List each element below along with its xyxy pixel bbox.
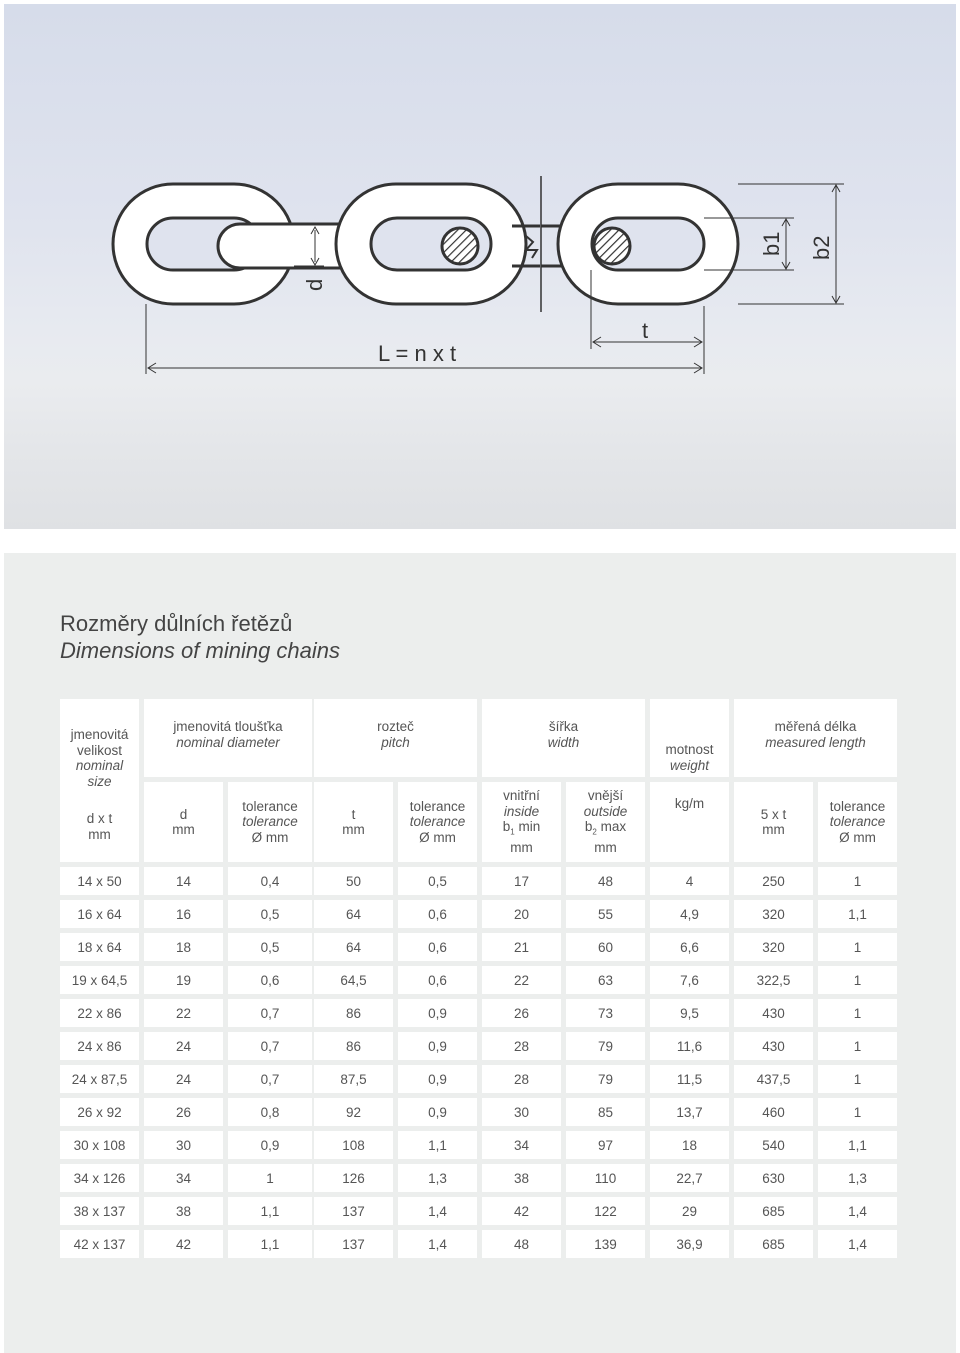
header-tolerance-en: tolerance xyxy=(829,814,886,830)
header-size-unit2: mm xyxy=(88,826,111,842)
header-inside-symbol: $b_1$ min xyxy=(502,819,541,837)
cell-inside: 30 xyxy=(482,1098,561,1126)
cell-weight: 22,7 xyxy=(650,1164,729,1192)
cell-weight: 7,6 xyxy=(650,966,729,994)
chain-diagram xyxy=(4,4,956,529)
cell-d-tolerance: 0,7 xyxy=(228,1065,312,1093)
header-weight-en: weight xyxy=(669,757,710,773)
cell-length: 685 xyxy=(734,1197,813,1225)
cell-weight: 13,7 xyxy=(650,1098,729,1126)
cell-t-tolerance: 0,5 xyxy=(398,867,477,895)
cell-t: 64,5 xyxy=(314,966,393,994)
header-outside-symbol: $b_2$ max xyxy=(584,819,627,837)
cell-length-tolerance: 1,3 xyxy=(818,1164,897,1192)
header-tolerance-unit: Ø mm xyxy=(839,829,876,845)
cell-t: 86 xyxy=(314,1032,393,1060)
header-t-unit: mm xyxy=(342,822,365,837)
header-d-unit: mm xyxy=(172,822,195,837)
cell-inside: 28 xyxy=(482,1065,561,1093)
header-length-tolerance xyxy=(818,782,897,862)
cell-d-tolerance: 1 xyxy=(228,1164,312,1192)
cell-t-tolerance: 0,9 xyxy=(398,1098,477,1126)
cell-t: 50 xyxy=(314,867,393,895)
cell-inside: 42 xyxy=(482,1197,561,1225)
label-L: L = n x t xyxy=(378,341,457,366)
header-pitch-en: pitch xyxy=(381,734,410,750)
header-d xyxy=(144,782,223,862)
header-d-tolerance xyxy=(228,782,312,862)
cell-length-tolerance: 1,4 xyxy=(818,1230,897,1258)
header-width-cz: šířka xyxy=(548,719,579,734)
header-5t xyxy=(734,782,813,862)
header-length xyxy=(734,699,897,777)
cell-length: 430 xyxy=(734,999,813,1027)
label-d: d xyxy=(302,278,327,291)
cell-inside: 28 xyxy=(482,1032,561,1060)
header-5t-unit: mm xyxy=(762,822,785,837)
cell-length: 437,5 xyxy=(734,1065,813,1093)
cell-length-tolerance: 1 xyxy=(818,1098,897,1126)
cell-size: 14 x 50 xyxy=(60,867,139,895)
cell-t-tolerance: 1,3 xyxy=(398,1164,477,1192)
cell-t: 126 xyxy=(314,1164,393,1192)
header-outside-en: outside xyxy=(583,803,628,819)
cell-t: 86 xyxy=(314,999,393,1027)
break-symbol xyxy=(526,236,537,258)
cell-t-tolerance: 0,9 xyxy=(398,1065,477,1093)
cell-size: 19 x 64,5 xyxy=(60,966,139,994)
cell-d: 42 xyxy=(144,1230,223,1258)
cell-length: 460 xyxy=(734,1098,813,1126)
cell-weight: 9,5 xyxy=(650,999,729,1027)
cell-length-tolerance: 1 xyxy=(818,1065,897,1093)
cell-size: 34 x 126 xyxy=(60,1164,139,1192)
cell-d: 24 xyxy=(144,1065,223,1093)
cell-weight: 18 xyxy=(650,1131,729,1159)
cell-inside: 17 xyxy=(482,867,561,895)
cell-t-tolerance: 0,6 xyxy=(398,966,477,994)
cell-length: 250 xyxy=(734,867,813,895)
header-tolerance-en: tolerance xyxy=(242,814,298,830)
cell-outside: 85 xyxy=(566,1098,645,1126)
header-weight-unit-text: kg/m xyxy=(674,796,705,811)
header-tolerance-cz: tolerance xyxy=(409,798,466,814)
header-size-unit1: d x t xyxy=(86,811,113,826)
header-outside xyxy=(566,782,645,862)
header-size-en: nominal size xyxy=(75,758,124,789)
cell-inside: 21 xyxy=(482,933,561,961)
cell-d-tolerance: 0,8 xyxy=(228,1098,312,1126)
cell-size: 16 x 64 xyxy=(60,900,139,928)
cell-size: 26 x 92 xyxy=(60,1098,139,1126)
header-pitch-cz: rozteč xyxy=(377,719,414,734)
header-diameter-cz: jmenovitá tloušťka xyxy=(173,719,283,734)
header-outside-unit: mm xyxy=(594,840,617,856)
cell-inside: 48 xyxy=(482,1230,561,1258)
cross-section-2 xyxy=(594,228,630,264)
cell-length: 685 xyxy=(734,1230,813,1258)
cell-size: 30 x 108 xyxy=(60,1131,139,1159)
cell-d-tolerance: 0,4 xyxy=(228,867,312,895)
cell-outside: 110 xyxy=(566,1164,645,1192)
header-width xyxy=(482,699,645,777)
cell-d: 26 xyxy=(144,1098,223,1126)
header-outside-cz: vnější xyxy=(587,788,624,804)
header-tolerance-cz: tolerance xyxy=(242,798,298,814)
cell-t: 92 xyxy=(314,1098,393,1126)
cell-inside: 38 xyxy=(482,1164,561,1192)
cell-t: 64 xyxy=(314,900,393,928)
cell-size: 18 x 64 xyxy=(60,933,139,961)
header-inside-unit: mm xyxy=(510,840,533,856)
cell-t-tolerance: 1,4 xyxy=(398,1197,477,1225)
cell-d-tolerance: 0,5 xyxy=(228,933,312,961)
cell-length: 322,5 xyxy=(734,966,813,994)
cell-t-tolerance: 0,9 xyxy=(398,999,477,1027)
header-pitch xyxy=(314,699,477,777)
title-cz: Rozměry důlních řetězů xyxy=(60,611,293,636)
cell-weight: 4,9 xyxy=(650,900,729,928)
cell-length-tolerance: 1,4 xyxy=(818,1197,897,1225)
header-5t-symbol: 5 x t xyxy=(760,806,787,822)
table-section xyxy=(4,553,956,1353)
cell-d: 34 xyxy=(144,1164,223,1192)
cell-d-tolerance: 0,5 xyxy=(228,900,312,928)
cell-t: 137 xyxy=(314,1197,393,1225)
cell-d-tolerance: 0,9 xyxy=(228,1131,312,1159)
header-t-tolerance xyxy=(398,782,477,862)
chain-diagram-panel xyxy=(4,4,956,529)
header-t-symbol: t xyxy=(351,806,356,822)
cell-t-tolerance: 0,9 xyxy=(398,1032,477,1060)
cell-outside: 48 xyxy=(566,867,645,895)
cell-length-tolerance: 1 xyxy=(818,999,897,1027)
cell-t-tolerance: 0,6 xyxy=(398,900,477,928)
header-length-cz: měřená délka xyxy=(774,719,857,734)
cell-d: 14 xyxy=(144,867,223,895)
cell-d-tolerance: 0,7 xyxy=(228,1032,312,1060)
cell-outside: 97 xyxy=(566,1131,645,1159)
header-tolerance-en: tolerance xyxy=(409,814,466,830)
header-weight-unit xyxy=(650,782,729,862)
cell-t: 108 xyxy=(314,1131,393,1159)
cell-length: 320 xyxy=(734,900,813,928)
cell-t-tolerance: 0,6 xyxy=(398,933,477,961)
header-diameter xyxy=(144,699,312,777)
cell-d: 18 xyxy=(144,933,223,961)
cell-length-tolerance: 1 xyxy=(818,966,897,994)
header-length-en: measured length xyxy=(765,734,866,750)
cell-length-tolerance: 1,1 xyxy=(818,1131,897,1159)
cell-d: 24 xyxy=(144,1032,223,1060)
cell-length: 630 xyxy=(734,1164,813,1192)
cell-length-tolerance: 1 xyxy=(818,1032,897,1060)
cell-weight: 29 xyxy=(650,1197,729,1225)
cell-t-tolerance: 1,4 xyxy=(398,1230,477,1258)
header-weight-cz: motnost xyxy=(665,742,714,757)
cell-t-tolerance: 1,1 xyxy=(398,1131,477,1159)
cell-outside: 55 xyxy=(566,900,645,928)
cell-d-tolerance: 0,6 xyxy=(228,966,312,994)
label-b2: b2 xyxy=(809,235,834,260)
cell-length: 430 xyxy=(734,1032,813,1060)
cell-length: 540 xyxy=(734,1131,813,1159)
cell-outside: 73 xyxy=(566,999,645,1027)
header-d-symbol: d xyxy=(179,806,188,822)
cell-inside: 26 xyxy=(482,999,561,1027)
cell-d: 30 xyxy=(144,1131,223,1159)
header-size xyxy=(60,699,139,862)
cell-length: 320 xyxy=(734,933,813,961)
cell-t: 87,5 xyxy=(314,1065,393,1093)
cell-outside: 63 xyxy=(566,966,645,994)
cell-weight: 11,6 xyxy=(650,1032,729,1060)
cell-size: 24 x 86 xyxy=(60,1032,139,1060)
cell-weight: 6,6 xyxy=(650,933,729,961)
cell-t: 64 xyxy=(314,933,393,961)
header-tolerance-cz: tolerance xyxy=(829,798,886,814)
label-b1: b1 xyxy=(759,231,784,256)
cell-length-tolerance: 1 xyxy=(818,867,897,895)
cell-size: 42 x 137 xyxy=(60,1230,139,1258)
cell-length-tolerance: 1,1 xyxy=(818,900,897,928)
cell-d-tolerance: 0,7 xyxy=(228,999,312,1027)
cell-outside: 60 xyxy=(566,933,645,961)
cell-d-tolerance: 1,1 xyxy=(228,1197,312,1225)
cell-d: 16 xyxy=(144,900,223,928)
cell-outside: 139 xyxy=(566,1230,645,1258)
header-diameter-en: nominal diameter xyxy=(176,734,280,750)
cell-outside: 79 xyxy=(566,1065,645,1093)
cell-weight: 11,5 xyxy=(650,1065,729,1093)
cell-inside: 34 xyxy=(482,1131,561,1159)
cell-d: 19 xyxy=(144,966,223,994)
header-t xyxy=(314,782,393,862)
cell-inside: 20 xyxy=(482,900,561,928)
title-en: Dimensions of mining chains xyxy=(60,638,341,663)
header-size-cz: jmenovitá velikost xyxy=(70,727,129,758)
cell-weight: 36,9 xyxy=(650,1230,729,1258)
cell-outside: 122 xyxy=(566,1197,645,1225)
header-inside-cz: vnitřní xyxy=(503,788,540,804)
cell-inside: 22 xyxy=(482,966,561,994)
cell-size: 24 x 87,5 xyxy=(60,1065,139,1093)
cell-d: 38 xyxy=(144,1197,223,1225)
cell-d: 22 xyxy=(144,999,223,1027)
header-tolerance-unit: Ø mm xyxy=(251,829,289,845)
cell-size: 22 x 86 xyxy=(60,999,139,1027)
cell-weight: 4 xyxy=(650,867,729,895)
cell-length-tolerance: 1 xyxy=(818,933,897,961)
cell-d-tolerance: 1,1 xyxy=(228,1230,312,1258)
header-width-en: width xyxy=(547,734,580,750)
label-t: t xyxy=(642,318,649,343)
header-tolerance-unit: Ø mm xyxy=(419,829,456,845)
header-inside-en: inside xyxy=(503,803,540,819)
cell-t: 137 xyxy=(314,1230,393,1258)
cross-section-1 xyxy=(442,228,478,264)
header-weight xyxy=(650,699,729,777)
cell-size: 38 x 137 xyxy=(60,1197,139,1225)
header-inside xyxy=(482,782,561,862)
cell-outside: 79 xyxy=(566,1032,645,1060)
